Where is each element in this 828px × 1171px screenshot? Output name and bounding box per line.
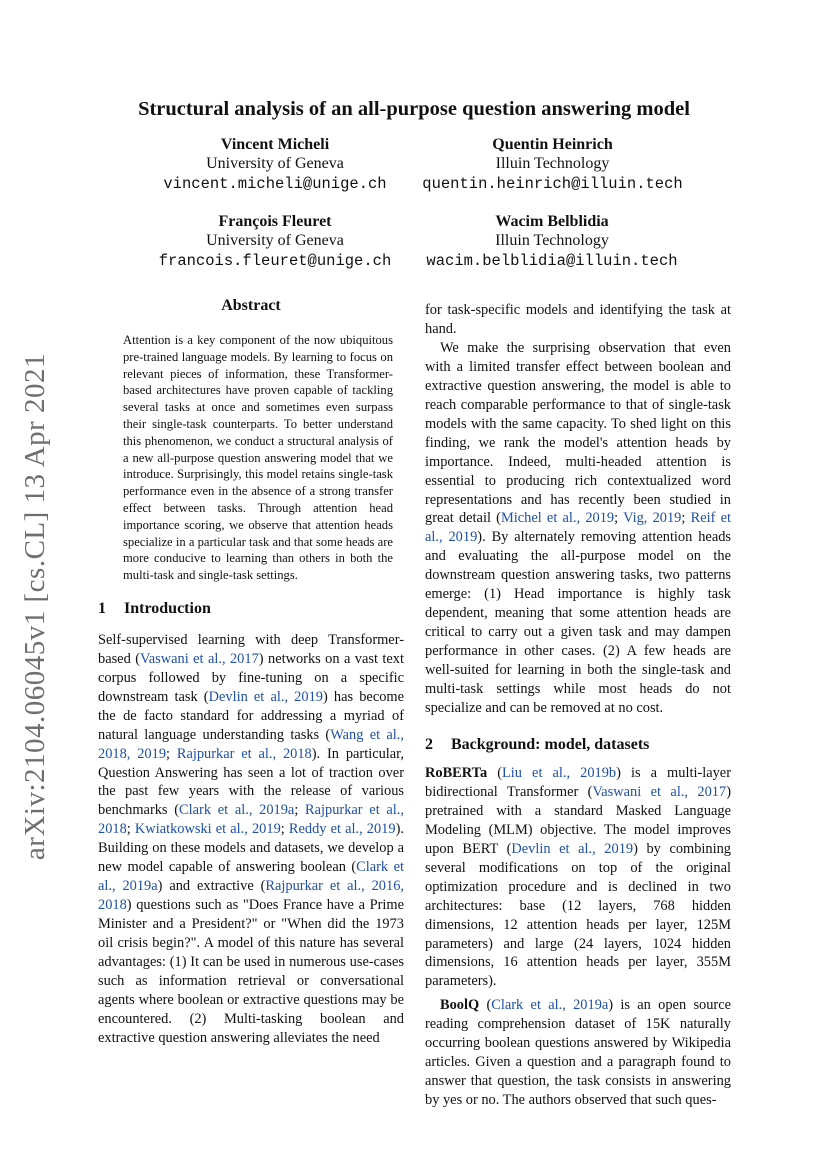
citation-link[interactable]: Rajpurkar et al., 2018: [98, 802, 404, 838]
author-affiliation: University of Geneva: [206, 232, 344, 249]
citation-link[interactable]: Vig, 2019: [623, 510, 682, 527]
section-heading: [98, 600, 404, 619]
citation-link[interactable]: Reddy et al., 2019: [288, 821, 396, 838]
citation-link[interactable]: Rajpurkar et al., 2018: [176, 745, 312, 762]
left-column: [98, 297, 404, 1048]
citation-link[interactable]: Liu et al., 2019b: [502, 764, 617, 781]
abstract-text: Attention is a key component of the now ubiquitous pre-trained language models. By learning to focus on relevant pieces of information, these Transformer-based architectures have proven capable of tackling several tasks at once and sometimes even surpass their single-task counterparts. To better understand this phenomenon, we conduct a structural analysis of a new all-purpose question answering model that we introduce. Surprisingly, this model retains single-task performance even in the absence of a strong transfer effect between tasks. Through attention head importance scoring, we observe that attention heads specialize in a particular task and that some heads are more conducive to learning than others in both the multi-task and single-task settings.: [123, 332, 393, 583]
section-title: Background: model, datasets: [451, 735, 650, 753]
roberta-paragraph: RoBERTa (Liu et al., 2019b) is a multi-layer bidirectional Transformer (Vaswani et al., 2017) pretrained with a standard Masked Language Modeling (MLM) objective. The model improves upon BERT (Devlin et al., 2019) by combining several modifications on top of the original optimization procedure and is declined in two architectures: base (12 layers, 768 hidden dimensions, 12 attention heads per layer, 125M parameters) and large (24 layers, 1024 hidden dimensions, 16 attention heads per layer, 355M parameters).: [425, 764, 732, 990]
author-name: Quentin Heinrich: [492, 136, 613, 153]
author-email[interactable]: wacim.belblidia@illuin.tech: [426, 252, 678, 270]
author-block: [410, 135, 695, 195]
author-affiliation: Illuin Technology: [495, 155, 610, 172]
author-name: François Fleuret: [218, 213, 332, 230]
citation-link[interactable]: Michel et al., 2019: [500, 510, 615, 527]
citation-link[interactable]: Devlin et al., 2019: [208, 688, 323, 705]
section-number: 1: [98, 599, 106, 617]
author-affiliation: University of Geneva: [206, 155, 344, 172]
citation-link[interactable]: Devlin et al., 2019: [511, 840, 634, 857]
boolq-paragraph: BoolQ (Clark et al., 2019a) is an open source reading comprehension dataset of 15K naturally occurring boolean questions answered by Wikipedia articles. Given a question and a paragraph found to answer that question, the task consists in answering by yes or no. The authors observed that such ques-: [425, 997, 731, 1109]
citation-link[interactable]: Clark et al., 2019a: [179, 802, 295, 819]
introduction-paragraph: Self-supervised learning with deep Transformer-based (Vaswani et al., 2017) networks on a vast text corpus followed by fine-tuning on a specific downstream task (Devlin et al., 2019) has become the de facto standard for addressing a myriad of natural language understanding tasks (Wang et al., 2018, 2019; Rajpurkar et al., 2018). In particular, Question Answering has seen a lot of traction over the past few years with the release of various benchmarks (Clark et al., 2019a; Rajpurkar et al., 2018; Kwiatkowski et al., 2019; Reddy et al., 2019). Building on these models and datasets, we develop a new model capable of answering boolean (Clark et al., 2019a) and extractive (Rajpurkar et al., 2016, 2018) questions such as "Does France have a Prime Minister and a President?" or "When did the 1973 oil crisis begin?". A model of this nature has several advantages: (1) It can be used in numerous use-cases such as information retrieval or conversational agents where boolean or extractive questions may be encountered. (2) Multi-tasking boolean and extractive question answering alleviates the need: [98, 631, 404, 1046]
citation-link[interactable]: Kwiatkowski et al., 2019: [134, 821, 281, 838]
author-email[interactable]: quentin.heinrich@illuin.tech: [422, 175, 683, 193]
paper-title: Structural analysis of an all-purpose question answering model: [138, 98, 690, 120]
section-heading: [425, 736, 731, 755]
introduction-paragraph-continued: for task-specific models and identifying the task at hand.: [425, 302, 731, 337]
paragraph-lead: RoBERTa: [425, 764, 488, 781]
paragraph-lead: BoolQ: [440, 997, 480, 1014]
citation-link[interactable]: Rajpurkar et al., 2016, 2018: [98, 878, 404, 914]
author-affiliation: Illuin Technology: [495, 232, 609, 249]
author-block: [145, 212, 405, 272]
citation-link[interactable]: Reif et al., 2019: [425, 510, 731, 546]
citation-link[interactable]: Vaswani et al., 2017: [139, 650, 259, 667]
author-email[interactable]: vincent.micheli@unige.ch: [163, 175, 387, 193]
citation-link[interactable]: Clark et al., 2019a: [98, 859, 404, 895]
abstract-heading: Abstract: [221, 297, 281, 314]
section-number: 2: [425, 735, 433, 753]
author-block: [412, 212, 692, 272]
citation-link[interactable]: Wang et al., 2018, 2019: [98, 726, 404, 762]
author-name: Vincent Micheli: [220, 136, 330, 153]
right-column: [425, 301, 731, 1110]
arxiv-identifier: arXiv:2104.06045v1 [cs.CL] 13 Apr 2021: [19, 352, 52, 860]
introduction-paragraph: We make the surprising observation that even with a limited transfer effect between boolean and extractive question answering, the model is able to reach comparable performance to that of single-task models with the same capacity. To shed light on this finding, we rank the model's attention heads by importance. Indeed, multi-headed attention is essential to producing rich contextualized word representations and has recently been studied in great detail (Michel et al., 2019; Vig, 2019; Reif et al., 2019). By alternately removing attention heads and evaluating the all-purpose model on the downstream question answering tasks, two patterns emerge: (1) Head importance is highly task dependent, meaning that some attention heads are critical to carry out a given task and may dampen performance in other cases. (2) A few heads are well-suited for learning in both the single-task and multi-task settings while most heads do not specialize and can be removed at no cost.: [425, 339, 731, 717]
author-block: [150, 135, 400, 195]
author-email[interactable]: francois.fleuret@unige.ch: [158, 252, 392, 270]
citation-link[interactable]: Vaswani et al., 2017: [592, 783, 727, 800]
section-title: Introduction: [124, 599, 211, 617]
author-name: Wacim Belblidia: [495, 213, 609, 230]
citation-link[interactable]: Clark et al., 2019a: [491, 997, 609, 1014]
